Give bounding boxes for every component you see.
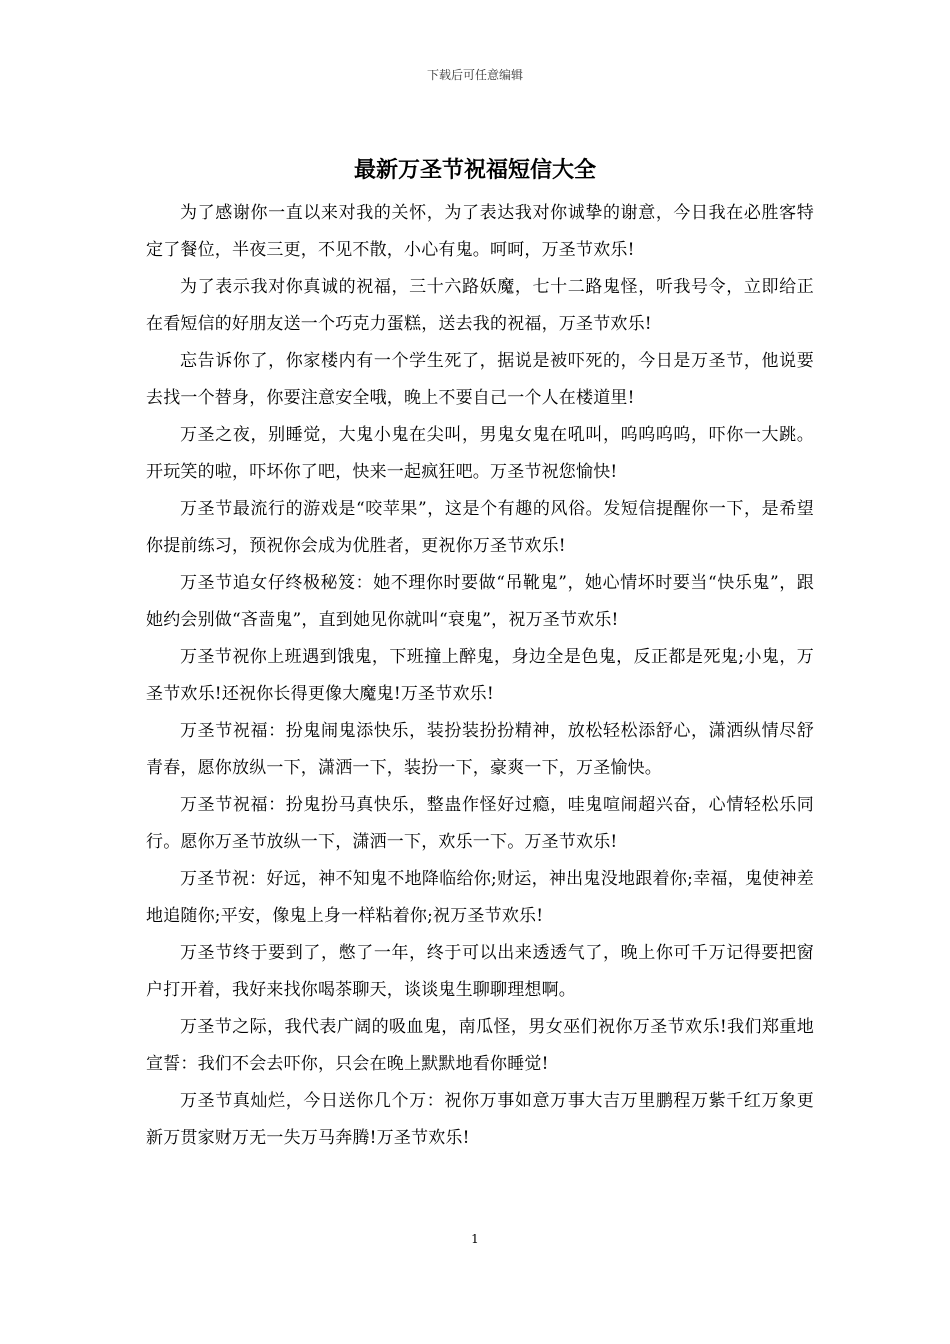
paragraph-11: 万圣节终于要到了，憋了一年，终于可以出来透透气了，晚上你可千万记得要把窗户打开着，我好来找你喝茶聊天，谈谈鬼生聊聊理想啊。 xyxy=(146,943,814,1000)
paragraph-8: 万圣节祝福：扮鬼闹鬼添快乐，装扮装扮扮精神，放松轻松添舒心，潇洒纵情尽舒青春，愿你放纵一下，潇洒一下，装扮一下，豪爽一下，万圣愉快。 xyxy=(146,721,814,778)
paragraph-3: 忘告诉你了，你家楼内有一个学生死了，据说是被吓死的，今日是万圣节，他说要去找一个替身，你要注意安全哦，晚上不要自己一个人在楼道里! xyxy=(146,351,814,408)
paragraph-7: 万圣节祝你上班遇到饿鬼，下班撞上醉鬼，身边全是色鬼，反正都是死鬼;小鬼，万圣节欢乐!还祝你长得更像大魔鬼!万圣节欢乐! xyxy=(146,647,814,704)
paragraph-10: 万圣节祝：好远，神不知鬼不地降临给你;财运，神出鬼没地跟着你;幸福，鬼使神差地追随你;平安，像鬼上身一样粘着你;祝万圣节欢乐! xyxy=(146,869,814,926)
paragraph-4: 万圣之夜，别睡觉，大鬼小鬼在尖叫，男鬼女鬼在吼叫，呜呜呜呜，吓你一大跳。开玩笑的啦，吓坏你了吧，快来一起疯狂吧。万圣节祝您愉快! xyxy=(146,425,814,482)
paragraph-1: 为了感谢你一直以来对我的关怀，为了表达我对你诚挚的谢意，今日我在必胜客特定了餐位，半夜三更，不见不散，小心有鬼。呵呵，万圣节欢乐! xyxy=(146,203,814,260)
paragraph-13: 万圣节真灿烂，今日送你几个万：祝你万事如意万事大吉万里鹏程万紫千红万象更新万贯家财万无一失万马奔腾!万圣节欢乐! xyxy=(146,1091,814,1148)
header-note: 下载后可任意编辑 xyxy=(426,68,523,82)
page-number: 1 xyxy=(471,1232,479,1246)
paragraph-9: 万圣节祝福：扮鬼扮马真快乐，整蛊作怪好过瘾，哇鬼喧闹超兴奋，心情轻松乐同行。愿你万圣节放纵一下，潇洒一下，欢乐一下。万圣节欢乐! xyxy=(146,795,814,852)
paragraph-6: 万圣节追女仔终极秘笈：她不理你时要做“吊靴鬼”，她心情坏时要当“快乐鬼”，跟她约会别做“吝啬鬼”，直到她见你就叫“衰鬼”，祝万圣节欢乐! xyxy=(146,573,814,630)
document-title: 最新万圣节祝福短信大全 xyxy=(353,157,596,183)
paragraph-2: 为了表示我对你真诚的祝福，三十六路妖魔，七十二路鬼怪，听我号令，立即给正在看短信的好朋友送一个巧克力蛋糕，送去我的祝福，万圣节欢乐! xyxy=(146,277,814,334)
paragraph-5: 万圣节最流行的游戏是“咬苹果”，这是个有趣的风俗。发短信提醒你一下，是希望你提前练习，预祝你会成为优胜者，更祝你万圣节欢乐! xyxy=(146,499,814,556)
paragraph-12: 万圣节之际，我代表广阔的吸血鬼，南瓜怪，男女巫们祝你万圣节欢乐!我们郑重地宣誓：我们不会去吓你，只会在晚上默默地看你睡觉! xyxy=(146,1017,814,1074)
document-body xyxy=(146,195,814,1157)
